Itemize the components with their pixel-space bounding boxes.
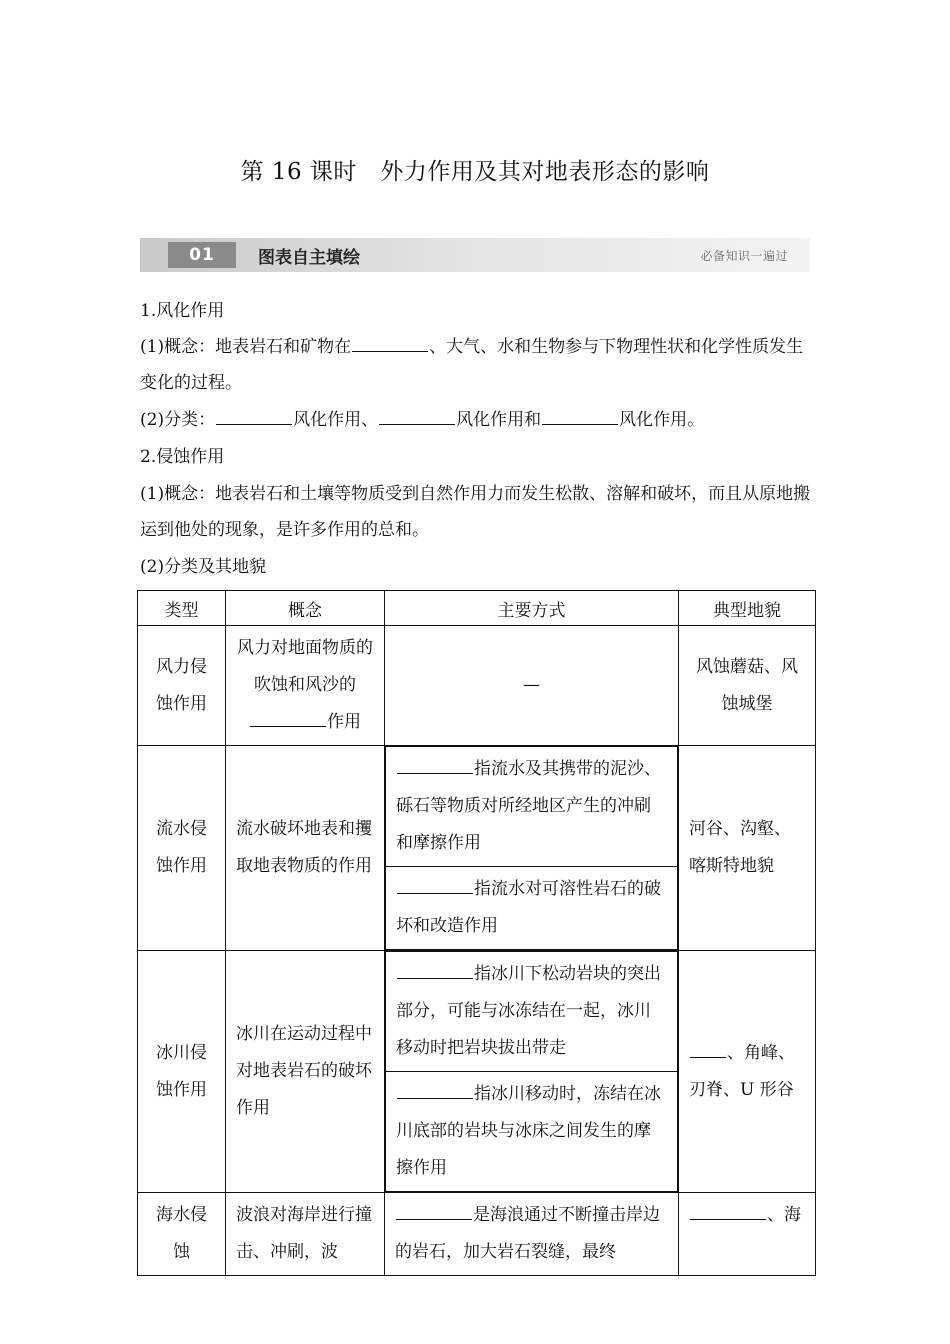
landform-cell: 风蚀蘑菇、风蚀城堡 (696, 656, 798, 714)
table-header-row (138, 591, 816, 626)
fill-blank[interactable] (397, 958, 473, 979)
fill-blank[interactable] (690, 1199, 766, 1220)
table-row-water (138, 746, 816, 951)
method-cell: — (523, 675, 540, 695)
section-number: 01 (168, 242, 236, 268)
fill-blank[interactable] (397, 753, 473, 774)
method-cell: 指冰川下松动岩块的突出部分，可能与冰冻结在一起，冰川移动时把岩块拔出带走 (386, 952, 677, 1071)
fill-blank[interactable] (250, 706, 326, 727)
fill-blank[interactable] (352, 331, 428, 352)
method-cell: 指冰川移动时，冻结在冰川底部的岩块与冰床之间发生的摩擦作用 (386, 1072, 677, 1191)
method-cell: 指流水及其携带的泥沙、砾石等物质对所经地区产生的冲刷和摩擦作用 (386, 747, 677, 866)
table-row-glacier (138, 951, 816, 1193)
header-method: 主要方式 (385, 591, 679, 626)
section-banner (140, 238, 810, 272)
landform-cell: 、角峰、刃脊、U 形谷 (679, 1031, 815, 1113)
landform-cell: 、海 (679, 1193, 815, 1238)
table-row-sea (138, 1193, 816, 1276)
section-subtitle: 必备知识一遍过 (700, 249, 788, 263)
fill-blank[interactable] (397, 873, 473, 894)
page-title: 第 16 课时 外力作用及其对地表形态的影响 (240, 159, 710, 185)
method-subtable (385, 951, 678, 1192)
weathering-heading: 1.风化作用 (140, 301, 225, 321)
concept-cell: 波浪对海岸进行撞击、冲刷，波 (236, 1205, 372, 1262)
header-concept: 概念 (226, 591, 385, 626)
fill-blank[interactable] (216, 404, 292, 425)
erosion-classification-label: (2)分类及其地貌 (140, 557, 267, 577)
concept-cell: 流水破坏地表和攫取地表物质的作用 (236, 819, 372, 876)
header-landform: 典型地貌 (679, 591, 816, 626)
section-title: 图表自主填绘 (258, 248, 360, 268)
type-cell: 海水侵蚀 (156, 1205, 207, 1262)
method-cell: 指流水对可溶性岩石的破坏和改造作用 (386, 867, 677, 949)
concept-cell: 冰川在运动过程中对地表岩石的破坏作用 (236, 1024, 372, 1118)
landform-cell: 河谷、沟壑、喀斯特地貌 (689, 819, 791, 876)
method-subtable (385, 746, 678, 950)
weathering-classification: (2)分类： 风化作用、 风化作用和 风化作用。 (140, 402, 812, 438)
fill-blank[interactable] (690, 1037, 726, 1058)
erosion-heading: 2.侵蚀作用 (140, 447, 225, 467)
erosion-concept: (1)概念：地表岩石和土壤等物质受到自然作用力而发生松散、溶解和破坏，而且从原地搬运到他处的现象，是许多作用的总和。 (140, 484, 811, 540)
method-cell: 是海浪通过不断撞击岸边的岩石，加大岩石裂缝，最终 (385, 1193, 678, 1275)
concept-cell: 风力对地面物质的吹蚀和风沙的作用 (237, 638, 373, 732)
fill-blank[interactable] (396, 1199, 472, 1220)
header-type: 类型 (138, 591, 226, 626)
fill-blank[interactable] (379, 404, 455, 425)
type-cell: 流水侵蚀作用 (156, 819, 207, 876)
fill-blank[interactable] (542, 404, 618, 425)
table-row-wind (138, 626, 816, 746)
erosion-table (137, 590, 816, 1276)
fill-blank[interactable] (397, 1078, 473, 1099)
type-cell: 风力侵蚀作用 (156, 656, 207, 714)
weathering-concept: (1)概念：地表岩石和矿物在 、大气、水和生物参与下物理性状和化学性质发生变化的过程。 (140, 329, 812, 401)
type-cell: 冰川侵蚀作用 (156, 1042, 207, 1100)
